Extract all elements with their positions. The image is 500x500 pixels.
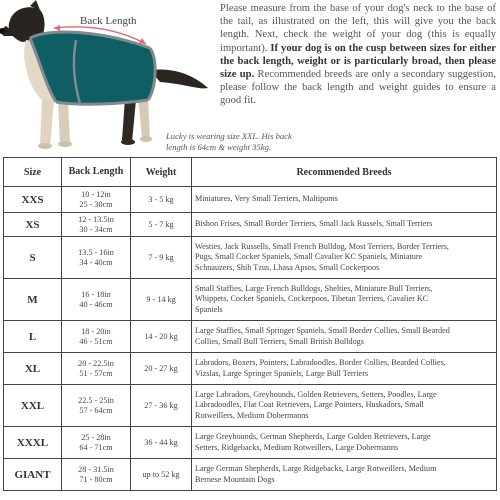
back-length-label: Back Length: [80, 15, 137, 27]
back-length-cm: 64 - 71cm: [79, 442, 113, 452]
table-row: [4, 427, 497, 459]
size-cell: S: [4, 237, 62, 279]
size-rows: [4, 187, 497, 491]
breeds-cell: [192, 385, 497, 427]
back-length-cell: [62, 213, 131, 237]
size-cell: XS: [4, 213, 62, 237]
measurement-instructions: [220, 2, 496, 108]
breeds-line: Bernese Mountain Dogs: [195, 474, 275, 484]
weight-cell: 3 - 5 kg: [131, 187, 192, 213]
table-row: [4, 237, 497, 279]
back-length-cm: 57 - 64cm: [79, 405, 113, 415]
back-length-cell: [62, 279, 131, 321]
breeds-line: Collies, Small Bull Terriers, Small British Bulldogs: [195, 336, 364, 346]
weight-cell: 5 - 7 kg: [131, 213, 192, 237]
breeds-line: Pugs, Small Cocker Spaniels, Small Cavalier KC Spaniels, Miniature: [195, 252, 423, 262]
breeds-line: Westies, Jack Russells, Small French Bulldog, Most Terriers, Border Terriers,: [195, 242, 449, 252]
header-size: Size: [4, 158, 62, 187]
table-row: [4, 353, 497, 385]
back-length-in: 25 - 28in: [81, 432, 111, 442]
breeds-line: Bishon Frises, Small Border Terriers, Small Jack Russels, Small Terriers: [195, 219, 433, 229]
breeds-line: Spaniels: [195, 304, 223, 314]
back-length-cm: 40 - 46cm: [79, 299, 113, 309]
back-length-cell: [62, 353, 131, 385]
breeds-cell: [192, 237, 497, 279]
back-length-cell: [62, 237, 131, 279]
back-length-cell: [62, 427, 131, 459]
table-header-row: [4, 158, 497, 187]
back-length-cm: 34 - 40cm: [79, 257, 113, 267]
back-length-cm: 71 - 80cm: [79, 474, 113, 484]
header-recommended-breeds: Recommended Breeds: [192, 158, 497, 187]
breeds-cell: [192, 321, 497, 353]
weight-cell: 36 - 44 kg: [131, 427, 192, 459]
back-length-in: 16 - 18in: [81, 289, 111, 299]
size-cell: L: [4, 321, 62, 353]
table-row: [4, 321, 497, 353]
breeds-cell: [192, 279, 497, 321]
breeds-line: Schnauzers, Shih Tzus, Lhasa Apsos, Small Cockerpoos: [195, 262, 380, 272]
breeds-cell: [192, 459, 497, 491]
table-row: [4, 279, 497, 321]
back-length-cm: 30 - 34cm: [79, 224, 113, 234]
back-length-in: 12 - 13.5in: [78, 214, 114, 224]
back-length-in: 22.5 - 25in: [78, 395, 114, 405]
back-length-in: 18 - 20in: [81, 326, 111, 336]
back-length-cell: [62, 385, 131, 427]
back-length-in: 20 - 22.5in: [78, 358, 114, 368]
size-cell: XXS: [4, 187, 62, 213]
breeds-line: Large Labradors, Greyhounds, Golden Retrievers, Setters, Poodles, Large: [195, 390, 437, 400]
weight-cell: 7 - 9 kg: [131, 237, 192, 279]
back-length-cm: 46 - 51cm: [79, 336, 113, 346]
breeds-line: Vizslas, Large Springer Spaniels, Large Bull Terriers: [195, 368, 369, 378]
header-back-length: Back Length: [62, 158, 131, 187]
breeds-line: Rotweillers, Medium Dobermanns: [195, 410, 309, 420]
breeds-line: Labradors, Boxers, Pointers, Labradoodles, Border Collies, Bearded Collies,: [195, 358, 446, 368]
breeds-cell: [192, 187, 497, 213]
weight-cell: 14 - 20 kg: [131, 321, 192, 353]
breeds-line: Large Staffies, Small Springer Spaniels, Small Border Collies, Small Bearded: [195, 326, 450, 336]
weight-cell: 9 - 14 kg: [131, 279, 192, 321]
back-length-cell: [62, 187, 131, 213]
back-length-cm: 51 - 57cm: [79, 368, 113, 378]
instructions-text-1: Please measure from the base of your dog's neck to the base of the tail, as illustrated on the left, this will give you the back length. Next, check the weight of your dog (this is equally important).: [220, 3, 496, 54]
size-cell: XL: [4, 353, 62, 385]
breeds-cell: [192, 427, 497, 459]
back-length-cell: [62, 321, 131, 353]
back-length-cm: 25 - 30cm: [79, 199, 113, 209]
instructions-text-2: Recommended breeds are only a secondary suggestion, please follow the back length and weight guides to ensure a good fit.: [220, 69, 496, 107]
breeds-line: Large German Shepherds, Large Ridgebacks, Large Rotweillers, Medium: [195, 464, 437, 474]
dog-illustration: [0, 0, 215, 150]
table-row: [4, 385, 497, 427]
table-row: [4, 187, 497, 213]
breeds-line: Small Staffies, Large French Bulldogs, Shelties, Miniature Bull Terriers,: [195, 284, 433, 294]
table-row: [4, 213, 497, 237]
back-length-in: 28 - 31.5in: [78, 464, 114, 474]
table-row: [4, 459, 497, 491]
back-length-in: 13.5 - 16in: [78, 247, 114, 257]
back-length-cell: [62, 459, 131, 491]
breeds-line: Setters, Ridgebacks, Medium Rotweillers, Large Dobermanns: [195, 442, 399, 452]
instructions-bold-text: If your dog is on the cusp between sizes for either the back length, weight or is particularly broad, then please size up.: [220, 42, 496, 81]
size-cell: XXXL: [4, 427, 62, 459]
size-chart-table: [3, 157, 497, 491]
weight-cell: 20 - 27 kg: [131, 353, 192, 385]
breeds-line: Labradoodles, Flat Coat Retrievers, Large Pointers, Huskadors, Small: [195, 400, 424, 410]
back-length-in: 10 - 12in: [81, 189, 111, 199]
breeds-cell: [192, 213, 497, 237]
weight-cell: 27 - 36 kg: [131, 385, 192, 427]
breeds-line: Whippets, Cocker Spaniels, Cockerpoos, Tibetan Terriers, Cavalier KC: [195, 294, 429, 304]
size-cell: GIANT: [4, 459, 62, 491]
breeds-cell: [192, 353, 497, 385]
size-cell: XXL: [4, 385, 62, 427]
size-cell: M: [4, 279, 62, 321]
header-weight: Weight: [131, 158, 192, 187]
breeds-line: Large Greyhounds, German Shepherds, Large Golden Retrievers, Large: [195, 432, 431, 442]
breeds-line: Miniatures, Very Small Terriers, Maltipoms: [195, 194, 338, 204]
weight-cell: up to 52 kg: [131, 459, 192, 491]
photo-caption: Lucky is wearing size XXL. His back length is 64cm & weight 35kg.: [166, 131, 292, 152]
